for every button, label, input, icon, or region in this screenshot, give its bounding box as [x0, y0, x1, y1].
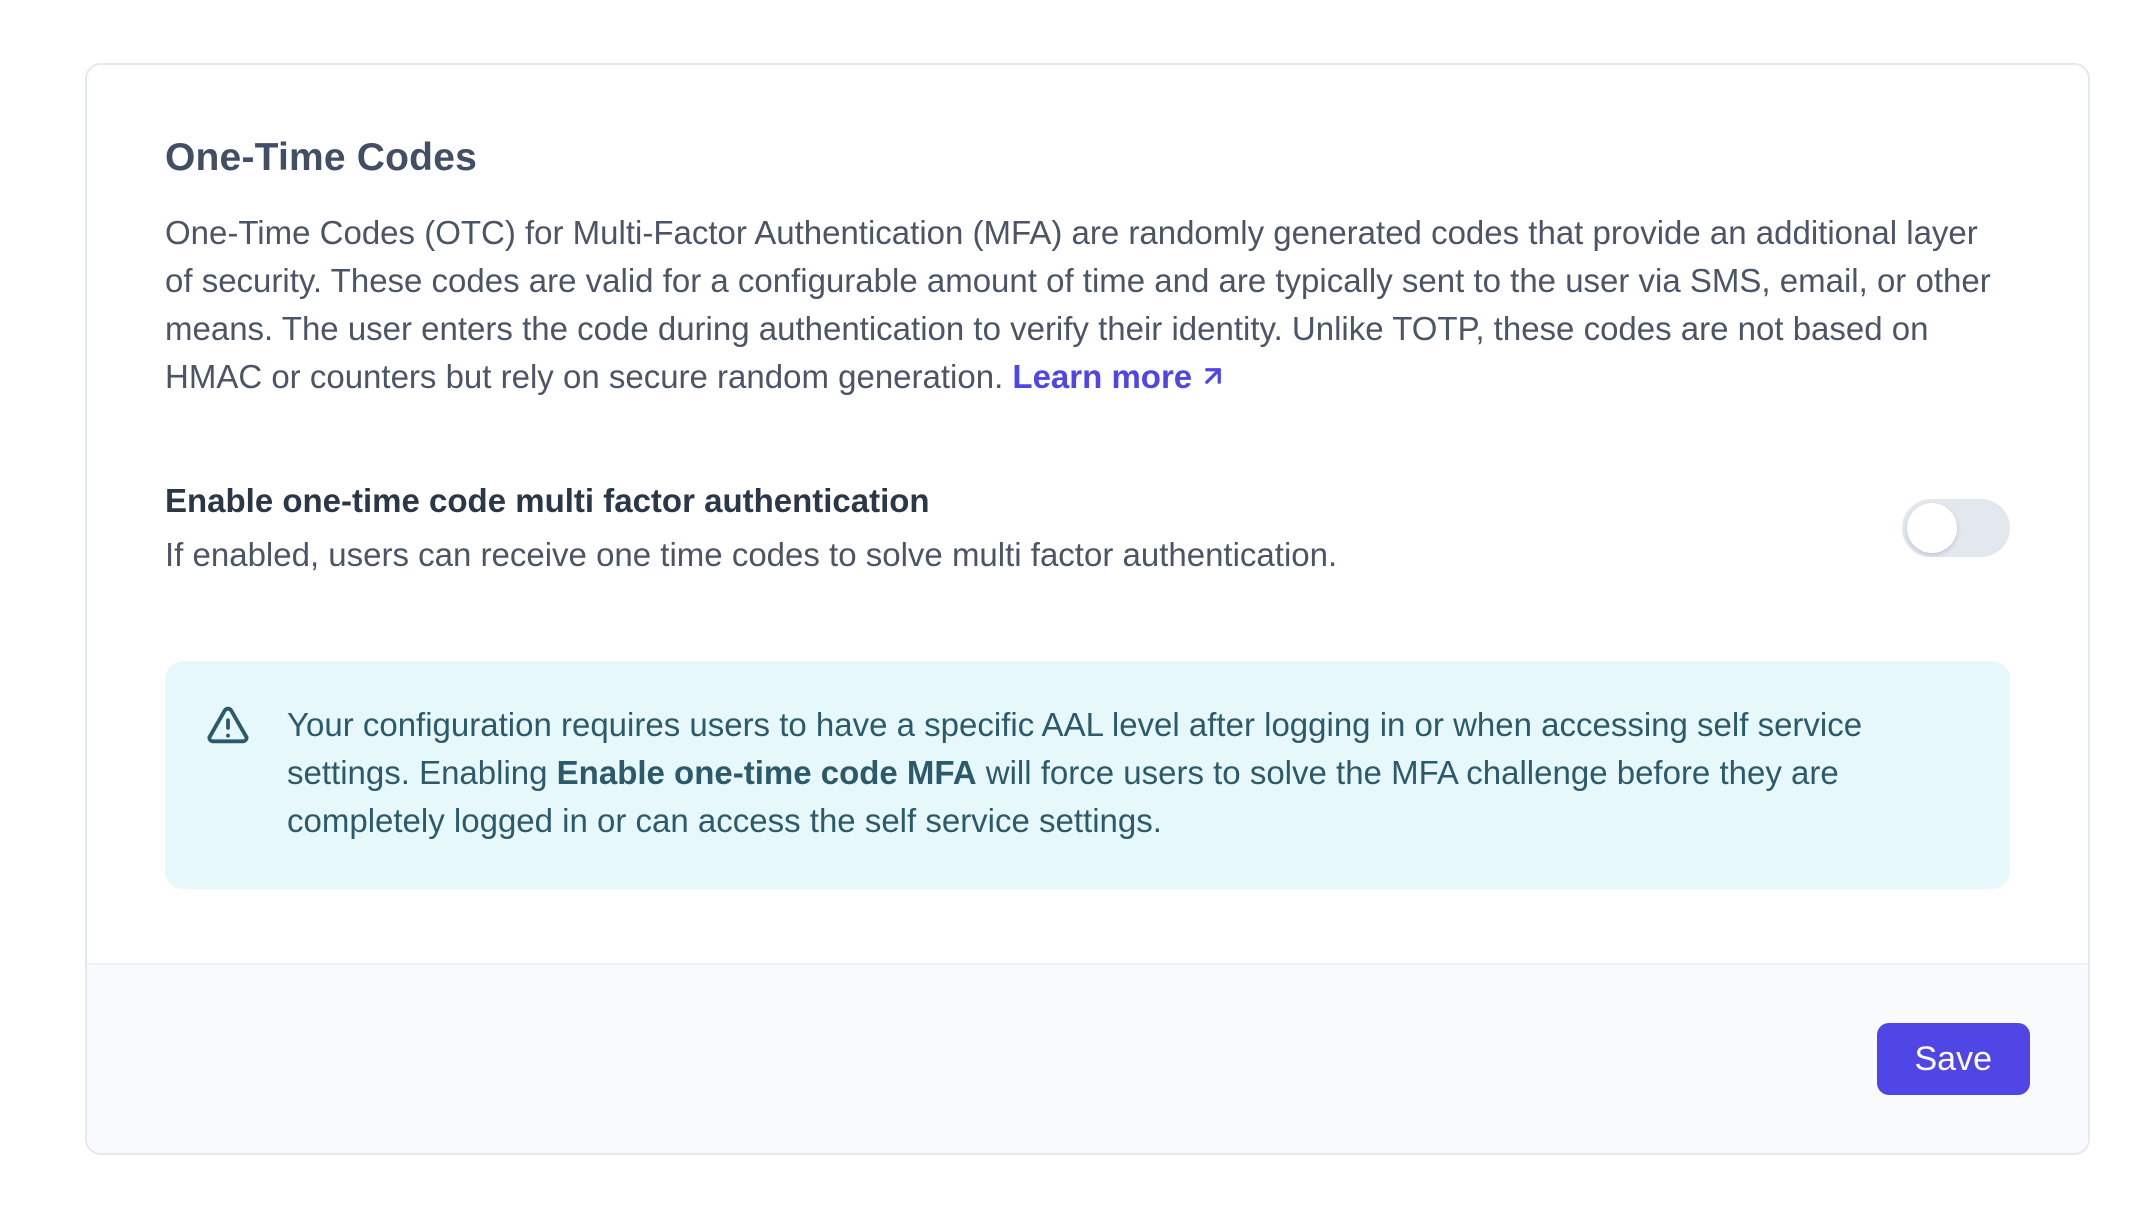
card-description [165, 209, 2010, 401]
warning-triangle-icon [205, 703, 251, 749]
save-button[interactable]: Save [1877, 1023, 2031, 1095]
otc-setting-text [165, 477, 1337, 579]
learn-more-label: Learn more [1012, 358, 1193, 395]
arrow-up-right-icon [1198, 361, 1228, 391]
warning-text-bold: Enable one-time code MFA [556, 754, 977, 791]
otc-setting-row [165, 477, 2010, 579]
card-footer [87, 963, 2088, 1153]
otc-toggle-description: If enabled, users can receive one time codes to solve multi factor authentication. [165, 536, 1338, 573]
warning-text-before: Your configuration requires users to have a specific AAL level after logging in or when accessing self service settings. Enabling [287, 706, 1863, 791]
learn-more-link[interactable] [1012, 358, 1228, 395]
one-time-codes-card [85, 63, 2090, 1155]
warning-text [287, 701, 1964, 845]
otc-toggle-label: Enable one-time code multi factor authentication [165, 482, 930, 519]
otc-toggle[interactable] [1902, 499, 2010, 557]
toggle-knob [1907, 503, 1957, 553]
warning-text-after: will force users to solve the MFA challenge before they are completely logged in or can access the self service settings. [287, 754, 1839, 839]
aal-warning-callout [165, 661, 2010, 889]
card-description-text: One-Time Codes (OTC) for Multi-Factor Authentication (MFA) are randomly generated codes that provide an additional layer of security. These codes are valid for a configurable amount of time and are typically sent to the user via SMS, email, or other means. The user enters the code during authentication to verify their identity. Unlike TOTP, these codes are not based on HMAC or counters but rely on secure random generation. [165, 214, 1991, 395]
card-body [87, 65, 2088, 963]
card-title: One-Time Codes [165, 136, 477, 179]
